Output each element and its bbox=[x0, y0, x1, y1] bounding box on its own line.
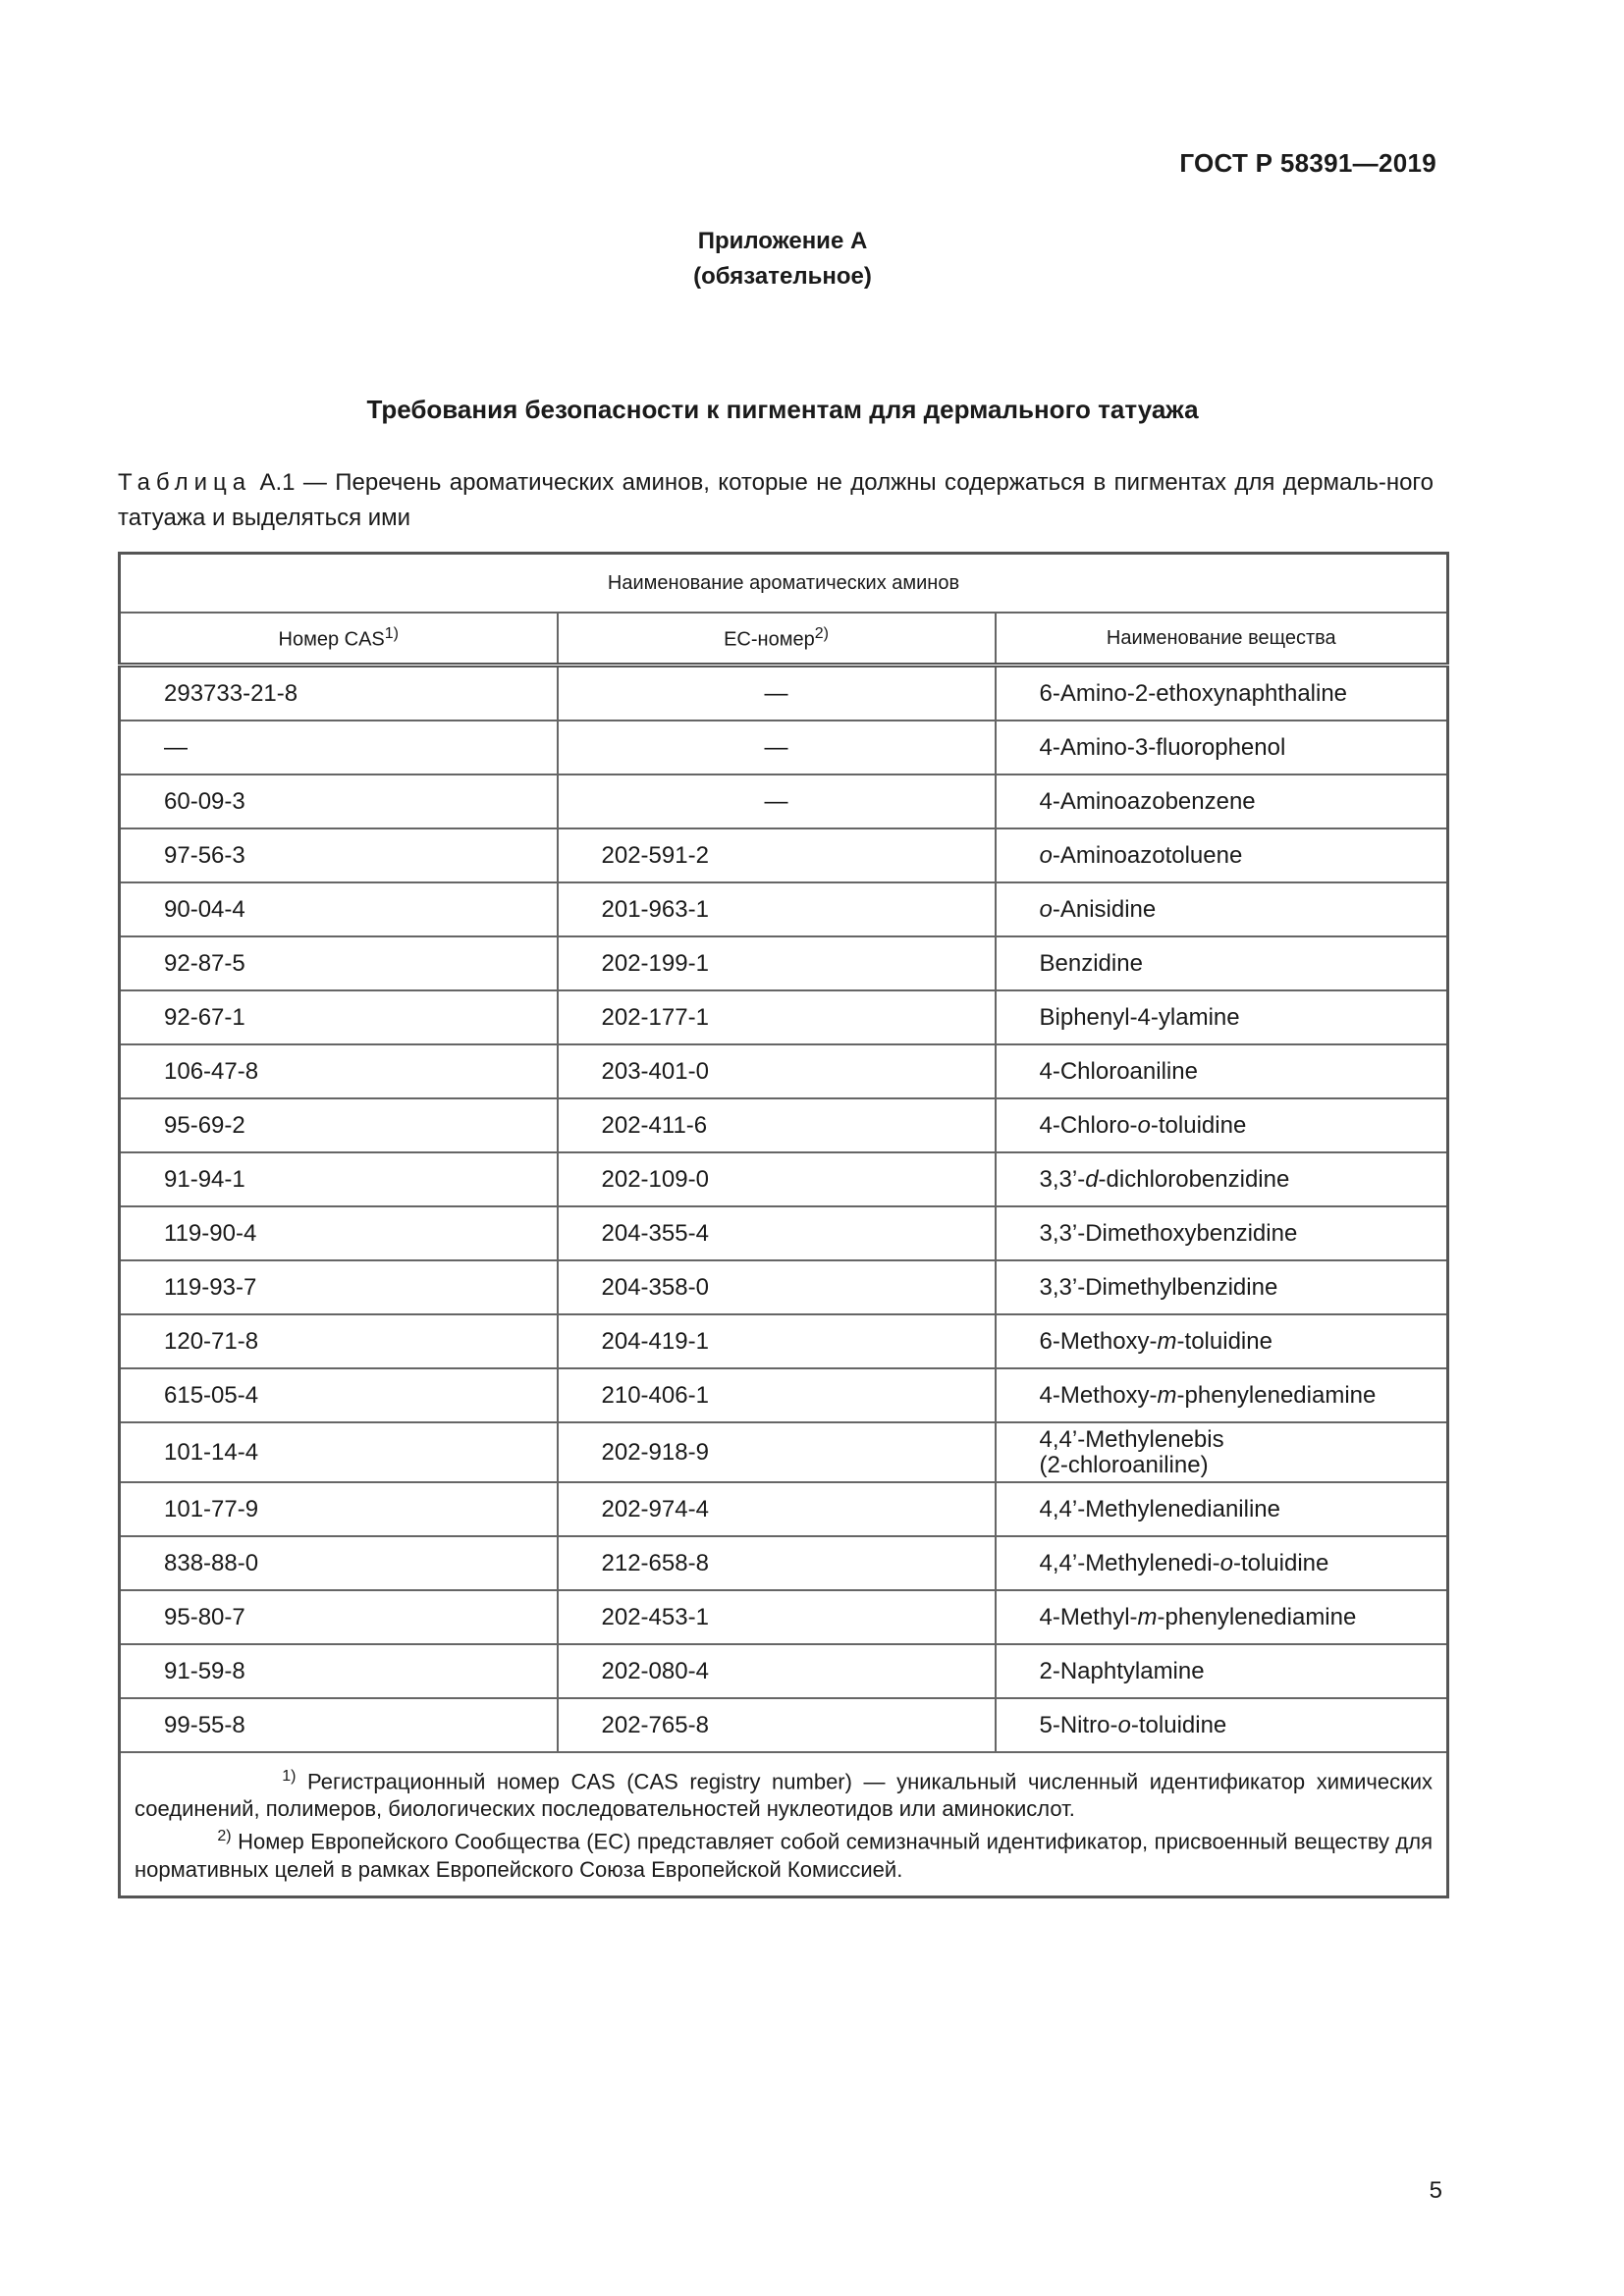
table-row bbox=[120, 1206, 1448, 1260]
cas-number-cell: 91-59-8 bbox=[120, 1644, 558, 1698]
cas-number-cell: 293733-21-8 bbox=[120, 666, 558, 721]
cas-number-cell: 101-77-9 bbox=[120, 1482, 558, 1536]
footnote-1: $^{1)}$ Регистрационный номер CAS (CAS registry number) — уникальный численный идентификатор химических соединений, полимеров, биологических последовательностей нуклеотидов или аминокислот. bbox=[135, 1768, 1434, 1822]
ec-number-cell: 202-591-2 bbox=[558, 828, 996, 882]
column-header-name: Наименование вещества bbox=[996, 613, 1448, 666]
substance-name-cell: 4-Aminoazobenzene bbox=[996, 774, 1448, 828]
ec-number-cell: 202-177-1 bbox=[558, 990, 996, 1044]
substance-name-cell: o-Aminoazotoluene bbox=[996, 828, 1448, 882]
substance-name-cell: Benzidine bbox=[996, 936, 1448, 990]
substance-name-cell: 3,3’-Dimethylbenzidine bbox=[996, 1260, 1448, 1314]
table-row bbox=[120, 990, 1448, 1044]
substance-name-cell: 4-Methyl-m-phenylenediamine bbox=[996, 1590, 1448, 1644]
cas-number-cell: 92-67-1 bbox=[120, 990, 558, 1044]
amines-table bbox=[118, 552, 1449, 1898]
cas-number-cell: 119-90-4 bbox=[120, 1206, 558, 1260]
ec-number-cell: — bbox=[558, 721, 996, 774]
column-header-cas: Номер CAS$^{1)}$ bbox=[120, 613, 558, 666]
footnote-ref: 1) bbox=[384, 624, 399, 642]
appendix-status: (обязательное) bbox=[693, 263, 872, 290]
table-row bbox=[120, 828, 1448, 882]
table-row bbox=[120, 1482, 1448, 1536]
footnote-ref: 2) bbox=[814, 624, 829, 642]
ec-number-cell: 202-974-4 bbox=[558, 1482, 996, 1536]
ec-number-cell: 202-411-6 bbox=[558, 1098, 996, 1152]
substance-name-cell: Biphenyl-4-ylamine bbox=[996, 990, 1448, 1044]
ec-number-cell: 202-080-4 bbox=[558, 1644, 996, 1698]
substance-name-cell: 4,4’-Methylenebis (2-chloroaniline) bbox=[996, 1422, 1448, 1482]
table-row bbox=[120, 936, 1448, 990]
substance-name-cell: 4-Methoxy-m-phenylenediamine bbox=[996, 1368, 1448, 1422]
table-column-header-row bbox=[120, 613, 1448, 666]
substance-name-cell: 2-Naphtylamine bbox=[996, 1644, 1448, 1698]
table-row bbox=[120, 1536, 1448, 1590]
substance-name-cell: 4-Chloroaniline bbox=[996, 1044, 1448, 1098]
cas-number-cell: 120-71-8 bbox=[120, 1314, 558, 1368]
appendix-title: Приложение А bbox=[697, 228, 868, 254]
standard-code: ГОСТ Р 58391—2019 bbox=[1179, 148, 1436, 178]
table-caption-text: А.1 — Перечень ароматических аминов, которые не должны содержаться в пигментах для дермаль-ного татуажа и выделяться ими bbox=[118, 469, 1434, 531]
table-footnotes bbox=[120, 1752, 1448, 1896]
cas-number-cell: 119-93-7 bbox=[120, 1260, 558, 1314]
table-row bbox=[120, 1422, 1448, 1482]
cas-number-cell: 838-88-0 bbox=[120, 1536, 558, 1590]
substance-name-cell: 3,3’-Dimethoxybenzidine bbox=[996, 1206, 1448, 1260]
cas-number-cell: 95-80-7 bbox=[120, 1590, 558, 1644]
substance-name-cell: 4-Amino-3-fluorophenol bbox=[996, 721, 1448, 774]
table-row bbox=[120, 1152, 1448, 1206]
table-row bbox=[120, 1260, 1448, 1314]
substance-name-cell: o-Anisidine bbox=[996, 882, 1448, 936]
ec-number-cell: 202-453-1 bbox=[558, 1590, 996, 1644]
table-footnotes-row bbox=[120, 1752, 1448, 1896]
table-row bbox=[120, 1644, 1448, 1698]
substance-name-cell: 4-Chloro-o-toluidine bbox=[996, 1098, 1448, 1152]
ec-number-cell: 204-355-4 bbox=[558, 1206, 996, 1260]
cas-number-cell: 91-94-1 bbox=[120, 1152, 558, 1206]
table-row bbox=[120, 721, 1448, 774]
cas-number-cell: 97-56-3 bbox=[120, 828, 558, 882]
cas-number-cell: 60-09-3 bbox=[120, 774, 558, 828]
substance-name-cell: 5-Nitro-o-toluidine bbox=[996, 1698, 1448, 1752]
cas-number-cell: 92-87-5 bbox=[120, 936, 558, 990]
table-row bbox=[120, 1590, 1448, 1644]
table-row bbox=[120, 1368, 1448, 1422]
ec-number-cell: 202-199-1 bbox=[558, 936, 996, 990]
table-row bbox=[120, 774, 1448, 828]
table-row bbox=[120, 1098, 1448, 1152]
cas-number-cell: 99-55-8 bbox=[120, 1698, 558, 1752]
ec-number-cell: 204-419-1 bbox=[558, 1314, 996, 1368]
ec-number-cell: 202-765-8 bbox=[558, 1698, 996, 1752]
cas-number-cell: 106-47-8 bbox=[120, 1044, 558, 1098]
footnote-2: $^{2)}$ Номер Европейского Сообщества (ЕС) представляет собой семизначный идентификатор, присвоенный веществу для нормативных целей в рамках Европейского Союза Европейской Комиссией. bbox=[135, 1828, 1434, 1882]
ec-number-cell: — bbox=[558, 774, 996, 828]
column-header-ec: ЕС-номер$^{2)}$ bbox=[558, 613, 996, 666]
cas-number-cell: 101-14-4 bbox=[120, 1422, 558, 1482]
cas-number-cell: — bbox=[120, 721, 558, 774]
table-group-header: Наименование ароматических аминов bbox=[120, 554, 1448, 614]
table-row bbox=[120, 1044, 1448, 1098]
substance-name-cell: 6-Methoxy-m-toluidine bbox=[996, 1314, 1448, 1368]
substance-name-cell: 6-Amino-2-ethoxynaphthaline bbox=[996, 666, 1448, 721]
ec-number-cell: 202-918-9 bbox=[558, 1422, 996, 1482]
page-number: 5 bbox=[1429, 2177, 1442, 2204]
substance-name-cell: 4,4’-Methylenedi-o-toluidine bbox=[996, 1536, 1448, 1590]
substance-name-cell: 3,3’-d-dichlorobenzidine bbox=[996, 1152, 1448, 1206]
ec-number-cell: 202-109-0 bbox=[558, 1152, 996, 1206]
substance-name-cell: 4,4’-Methylenedianiline bbox=[996, 1482, 1448, 1536]
table-group-header-row bbox=[120, 554, 1448, 614]
ec-number-cell: — bbox=[558, 666, 996, 721]
ec-number-cell: 203-401-0 bbox=[558, 1044, 996, 1098]
cas-number-cell: 615-05-4 bbox=[120, 1368, 558, 1422]
table-row bbox=[120, 1698, 1448, 1752]
section-title: Требования безопасности к пигментам для дермального татуажа bbox=[366, 395, 1199, 424]
table-row bbox=[120, 882, 1448, 936]
cas-number-cell: 90-04-4 bbox=[120, 882, 558, 936]
ec-number-cell: 212-658-8 bbox=[558, 1536, 996, 1590]
ec-number-cell: 201-963-1 bbox=[558, 882, 996, 936]
appendix-heading bbox=[0, 224, 1565, 294]
ec-number-cell: 210-406-1 bbox=[558, 1368, 996, 1422]
ec-number-cell: 204-358-0 bbox=[558, 1260, 996, 1314]
cas-number-cell: 95-69-2 bbox=[120, 1098, 558, 1152]
table-row bbox=[120, 1314, 1448, 1368]
table-caption bbox=[118, 465, 1434, 536]
table-caption-label: Таблица bbox=[118, 469, 252, 496]
table-row bbox=[120, 666, 1448, 721]
